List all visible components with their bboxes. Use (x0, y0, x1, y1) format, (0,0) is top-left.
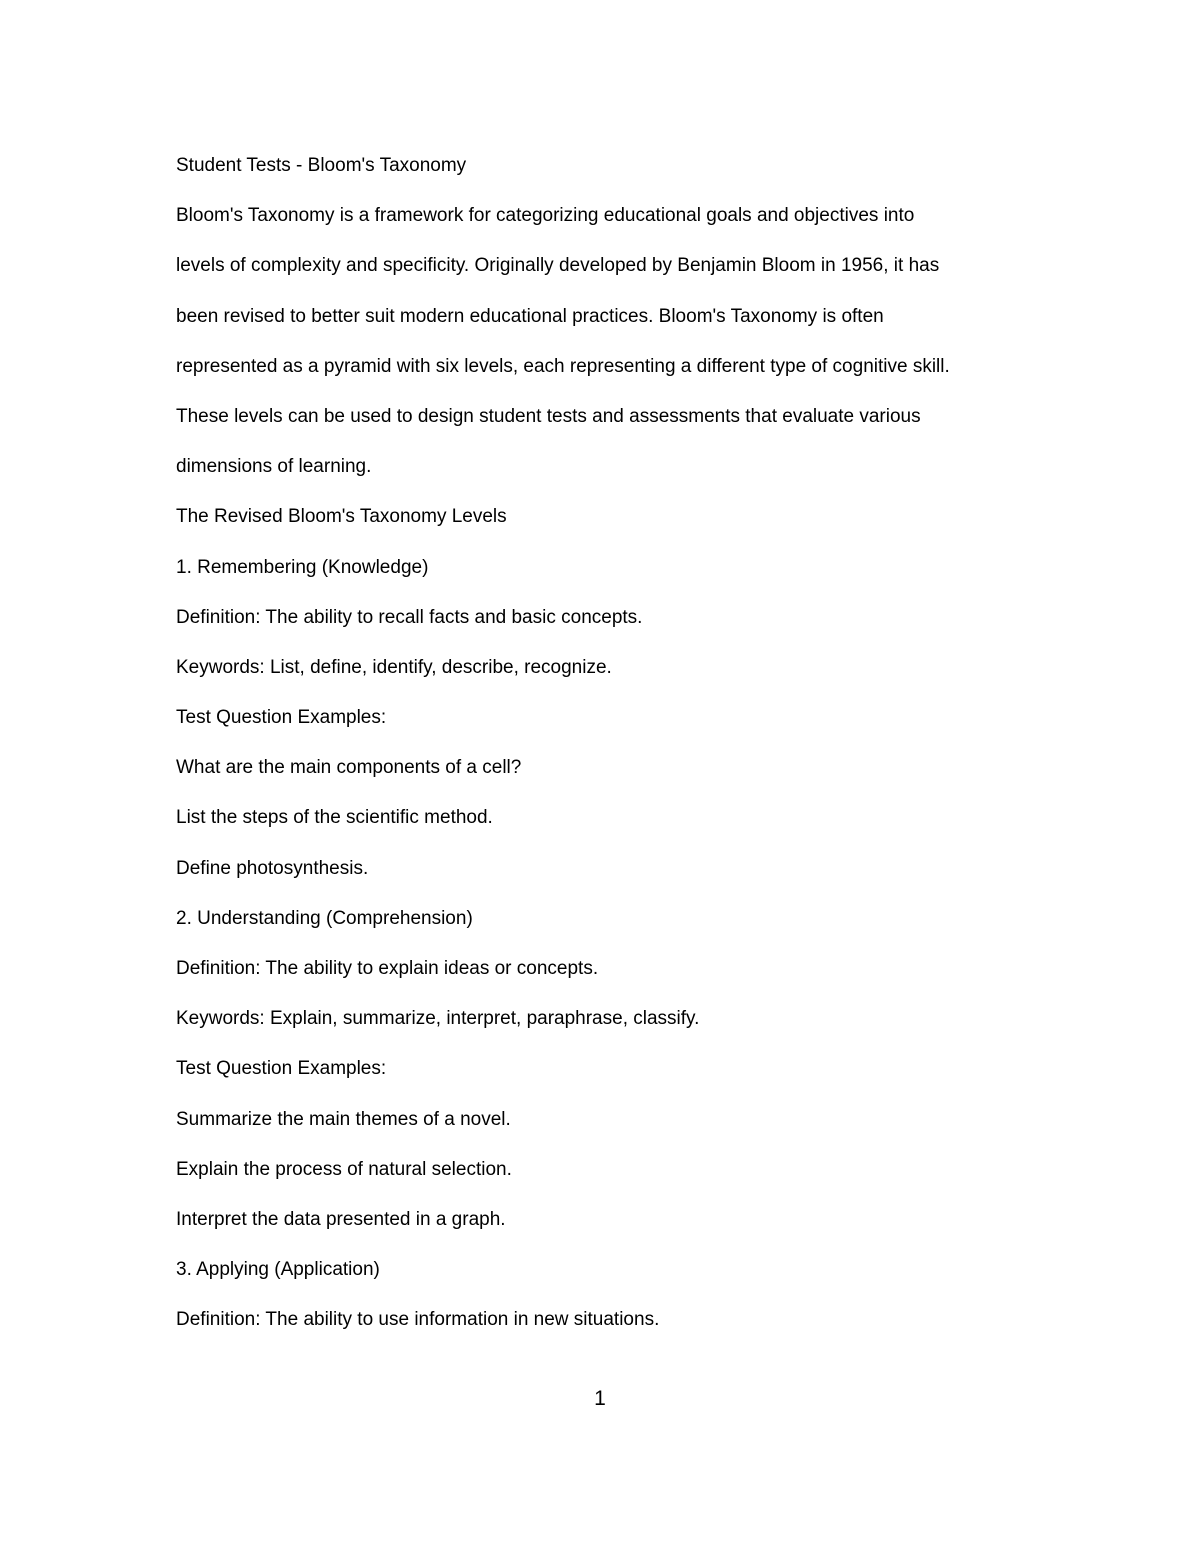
examples-label: Test Question Examples: (176, 707, 387, 729)
level-keywords: Keywords: Explain, summarize, interpret, paraphrase, classify. (176, 1008, 700, 1030)
example-question: Interpret the data presented in a graph. (176, 1208, 506, 1230)
level-definition: Definition: The ability to use information in new situations. (176, 1309, 660, 1331)
example-question: What are the main components of a cell? (176, 757, 522, 779)
section-heading: The Revised Bloom's Taxonomy Levels (176, 506, 507, 528)
document-title: Student Tests - Bloom's Taxonomy (176, 155, 467, 176)
example-question: Define photosynthesis. (176, 857, 369, 879)
level-definition: Definition: The ability to explain ideas or concepts. (176, 958, 599, 979)
examples-label: Test Question Examples: (176, 1058, 387, 1080)
example-question: Explain the process of natural selection. (176, 1158, 512, 1180)
intro-line: been revised to better suit modern educational practices. Bloom's Taxonomy is often (176, 305, 884, 327)
example-question: List the steps of the scientific method. (176, 807, 493, 829)
level-definition: Definition: The ability to recall facts and basic concepts. (176, 606, 643, 628)
example-question: Summarize the main themes of a novel. (176, 1108, 511, 1130)
level-heading: 2. Understanding (Comprehension) (176, 907, 473, 929)
intro-line: Bloom's Taxonomy is a framework for categorizing educational goals and objectives into (176, 205, 915, 227)
intro-line: dimensions of learning. (176, 456, 372, 478)
intro-line: represented as a pyramid with six levels, each representing a different type of cognitive skill. (176, 355, 950, 377)
level-heading: 3. Applying (Application) (176, 1259, 380, 1281)
intro-line: levels of complexity and specificity. Originally developed by Benjamin Bloom in 1956, it has (176, 255, 940, 277)
level-heading: 1. Remembering (Knowledge) (176, 556, 429, 578)
level-keywords: Keywords: List, define, identify, describe, recognize. (176, 656, 612, 678)
intro-line: These levels can be used to design student tests and assessments that evaluate various (176, 405, 921, 427)
page-number: 1 (594, 1387, 606, 1410)
document-body (176, 141, 1056, 1346)
